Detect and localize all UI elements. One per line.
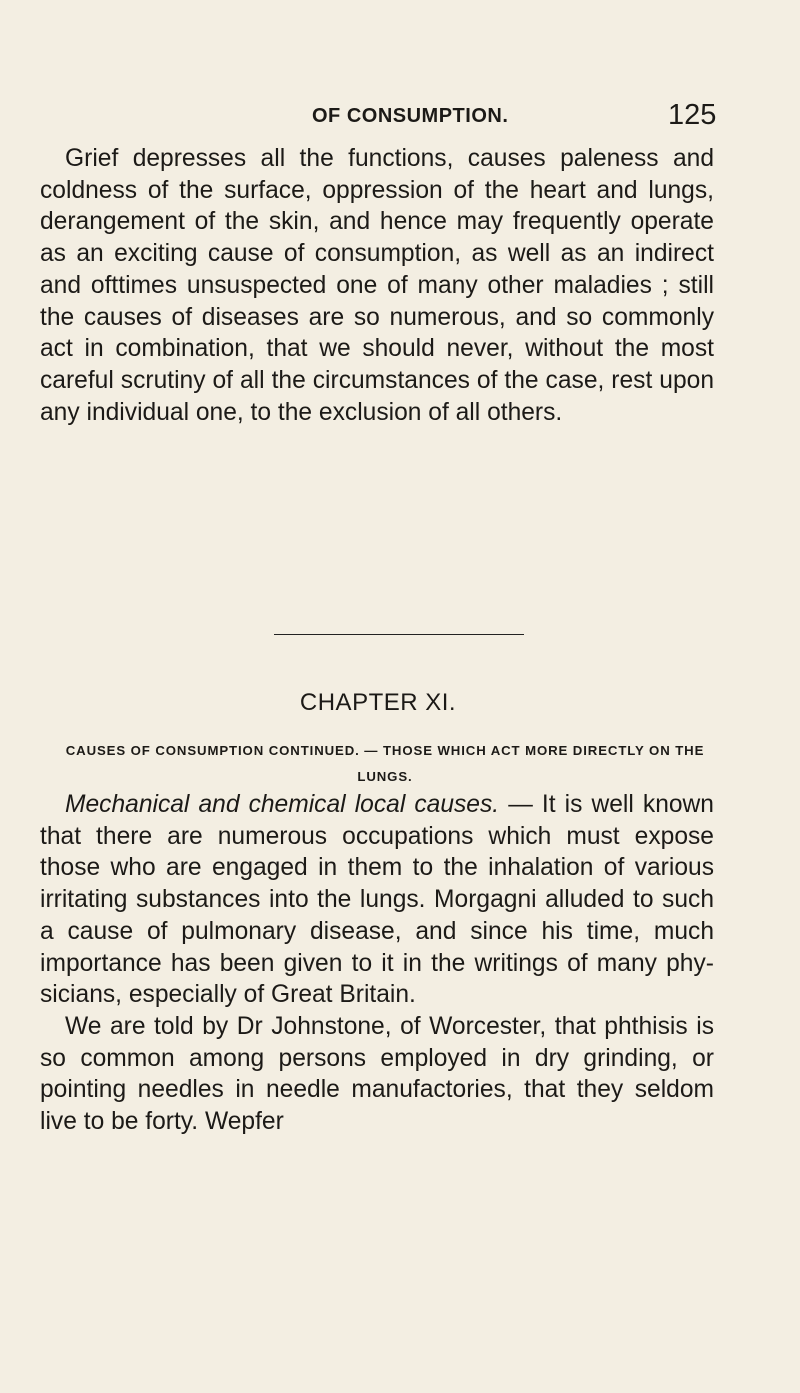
chapter-body — [40, 789, 714, 1138]
chapter-title: CHAPTER XI. — [299, 689, 457, 716]
running-title: OF CONSUMPTION. — [312, 105, 509, 127]
paragraph-grief: Grief depresses all the functions, causes paleness and coldness of the surface, oppression of the heart and lungs, derangement of the skin, and hence may frequently operate as an exciting cause of consumption, as well as an indirect and ofttimes unsuspected one of many other maladies ; still the causes of diseases are so numerous, and so commonly act in combination, that we should never, without the most careful scrutiny of all the circumstances of the case, rest upon any individual one, to the exclusion of all others. — [40, 145, 714, 426]
paragraph-johnstone: We are told by Dr Johnstone, of Worcester, that phthisis is so common among persons employed in dry grinding, or pointing needles in needle manufactories, that they seldom live to be forty. Wepfer — [40, 1012, 714, 1136]
section-divider — [274, 634, 524, 635]
page-number: 125 — [668, 99, 717, 131]
chapter-heading — [0, 689, 800, 717]
running-head — [0, 97, 800, 137]
paragraph-body-text: — It is well known that there are numerous occupations which must expose those who are engaged in them to the inhalation of various irritating substances into the lungs. Morgagni alluded to such a cause of pulmonary disease, and since his time, much importance has been given to it in the writings of many physicians, especially of Great Britain. — [40, 791, 714, 1009]
chapter-subtitle: CAUSES OF CONSUMPTION CONTINUED. — THOSE WHICH ACT MORE DIRECTLY ON THE LUNGS. — [65, 743, 705, 784]
paragraph-lead-italic: Mechanical and chemical local causes. — [65, 791, 500, 818]
top-section — [40, 143, 714, 428]
paragraph-mechanical-causes — [40, 789, 714, 1011]
